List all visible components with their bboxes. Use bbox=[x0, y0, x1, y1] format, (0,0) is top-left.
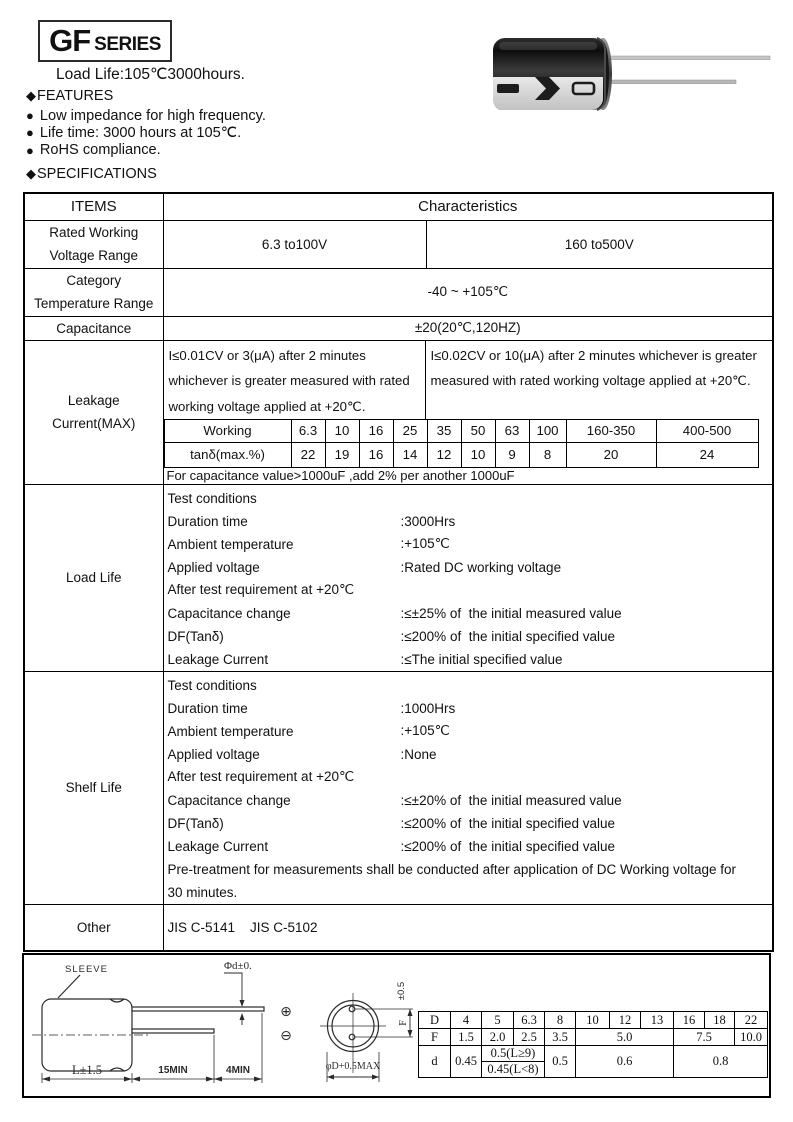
feature-item bbox=[26, 124, 266, 141]
test-line-label: DF(Tanδ) bbox=[167, 628, 224, 644]
dim-row-d: d 0.45 0.5(L≥9) 0.5 0.6 0.8 bbox=[419, 1046, 768, 1062]
other-standards-value: JIS C-5141 JIS C-5102 bbox=[163, 904, 773, 951]
series-name: GF bbox=[49, 23, 91, 58]
diamond-icon: ◆ bbox=[26, 88, 36, 103]
rated-voltage-low: 6.3 to100V bbox=[163, 220, 426, 268]
category-temp-value: -40 ~ +105℃ bbox=[163, 268, 773, 316]
lead-diameter-dimension bbox=[224, 973, 242, 1025]
features-title-label: FEATURES bbox=[37, 88, 114, 104]
load-life-subtitle: Load Life:105℃3000hours. bbox=[56, 66, 245, 83]
col-header-characteristics: Characteristics bbox=[163, 193, 773, 220]
row-label-load-life: Load Life bbox=[24, 484, 163, 671]
lead-length-dimension: 15MIN bbox=[158, 1065, 188, 1076]
pre-treatment-note: Pre-treatment for measurements shall be conducted after application of DC Working voltage for bbox=[167, 861, 737, 877]
capacitor-leads bbox=[609, 56, 770, 84]
test-line-label: Applied voltage bbox=[167, 559, 260, 575]
bullet-icon: ● bbox=[26, 108, 34, 124]
row-label-other: Other bbox=[24, 904, 163, 951]
specifications-table bbox=[23, 192, 774, 952]
bullet-icon: ● bbox=[26, 142, 34, 158]
row-label-rated-voltage: Rated Working Voltage Range bbox=[24, 220, 163, 268]
lead-spacing-tolerance: ±0.5 bbox=[396, 981, 407, 1001]
lead-tip-dimension: 4MIN bbox=[226, 1065, 250, 1076]
feature-text: Life time: 3000 hours at 105℃. bbox=[39, 125, 242, 142]
test-line-label: Duration time bbox=[167, 513, 248, 529]
features-list bbox=[26, 107, 266, 159]
shelf-life-cell bbox=[163, 671, 773, 904]
pre-treatment-note: 30 minutes. bbox=[167, 884, 238, 900]
dim-row-d-sub: 0.45(L<8) bbox=[419, 1062, 768, 1078]
test-line-label: Leakage Current bbox=[167, 838, 269, 854]
test-line-label: After test requirement at +20℃ bbox=[167, 582, 355, 597]
feature-item bbox=[26, 142, 266, 159]
capacitor-body bbox=[493, 38, 612, 110]
lead-spacing-label: F bbox=[398, 1020, 409, 1026]
rated-voltage-high: 160 to500V bbox=[426, 220, 773, 268]
specifications-section-title bbox=[26, 166, 157, 182]
shelf-life-lines: Test conditions Duration time :1000Hrs Ambient temperature :+105℃ Applied voltage :None After test requirement at +20℃ Capacitance change :≤±20% of the initial measured value DF(Tanδ) :≤200% of the initial specified value Leakage Current :≤200% of the initial specified value Pre-treatment for measurements shall be conducted after application of DC Working voltage for 30 minutes. bbox=[164, 672, 773, 904]
test-line-label: Ambient temperature bbox=[167, 723, 294, 739]
col-header-items: ITEMS bbox=[24, 193, 163, 220]
test-line-label: Duration time bbox=[167, 700, 248, 716]
feature-text: RoHS compliance. bbox=[39, 142, 161, 159]
row-label-leakage-current: Leakage Current(MAX) bbox=[24, 340, 163, 484]
row-label-shelf-life: Shelf Life bbox=[24, 671, 163, 904]
leakage-high-voltage-text: I≤0.02CV or 10(μA) after 2 minutes whichever is greater measured with rated working voltage applied at +20℃. bbox=[430, 347, 757, 388]
test-line-label: Applied voltage bbox=[167, 746, 260, 762]
dim-row-F: F 1.5 2.0 2.5 3.5 5.0 7.5 10.0 bbox=[419, 1029, 768, 1046]
leakage-current-cell bbox=[163, 340, 773, 484]
tan-delta-table bbox=[164, 419, 759, 468]
body-length-dimension: L±1.5 bbox=[71, 1063, 103, 1077]
row-label-capacitance: Capacitance bbox=[24, 316, 163, 340]
leakage-low-voltage-text: I≤0.01CV or 3(μA) after 2 minutes whichever is greater measured with rated working voltage applied at +20℃. bbox=[164, 341, 426, 419]
row-label-category-temp: Category Temperature Range bbox=[24, 268, 163, 316]
test-line-label: Leakage Current bbox=[167, 651, 269, 667]
test-line-label: Test conditions bbox=[167, 490, 257, 506]
capacitance-value: ±20(20℃,120HZ) bbox=[163, 316, 773, 340]
negative-lead-icon: ⊖ bbox=[280, 1028, 292, 1044]
tan-delta-values-row: tanδ(max.%) 22 19 16 14 12 10 9 8 20 24 bbox=[164, 442, 758, 467]
capacitor-photo bbox=[487, 22, 789, 114]
dim-row-D: D 4 5 6.3 8 10 12 13 16 18 22 bbox=[419, 1012, 768, 1029]
test-line-label: Capacitance change bbox=[167, 605, 291, 621]
features-section-title bbox=[26, 88, 113, 104]
series-title-box bbox=[38, 20, 172, 62]
test-line-label: DF(Tanδ) bbox=[167, 815, 224, 831]
test-line-label: Ambient temperature bbox=[167, 536, 294, 552]
leakage-text-columns bbox=[164, 341, 773, 419]
sleeve-label: SLEEVE bbox=[65, 964, 108, 975]
test-line-label: Test conditions bbox=[167, 677, 257, 693]
feature-item bbox=[26, 107, 266, 124]
bullet-icon: ● bbox=[26, 125, 34, 141]
positive-lead-icon: ⊕ bbox=[280, 1004, 292, 1020]
test-line-label: After test requirement at +20℃ bbox=[167, 769, 355, 784]
series-suffix: SERIES bbox=[94, 34, 161, 55]
capacitance-note: For capacitance value>1000uF ,add 2% per another 1000uF bbox=[166, 467, 515, 483]
load-life-lines: Test conditions Duration time :3000Hrs Ambient temperature :+105℃ Applied voltage :Rated DC working voltage After test requirement at +20℃ Capacitance change :≤±25% of the initial measured value DF(Tanδ) :≤200% of the initial specified value Leakage Current :≤The initial specified value bbox=[164, 485, 773, 671]
capacitor-side-view bbox=[32, 975, 264, 1071]
test-line-label: Capacitance change bbox=[167, 792, 291, 808]
specifications-title-label: SPECIFICATIONS bbox=[37, 166, 157, 182]
working-voltage-row: Working 6.3 10 16 25 35 50 63 100 160-350 400-500 bbox=[164, 419, 758, 442]
dimension-table bbox=[418, 1011, 768, 1078]
diamond-icon: ◆ bbox=[26, 166, 36, 181]
feature-text: Low impedance for high frequency. bbox=[39, 107, 266, 124]
lead-diameter-label: Φd±0. bbox=[224, 960, 252, 972]
load-life-cell bbox=[163, 484, 773, 671]
dimension-drawing-frame bbox=[22, 953, 771, 1098]
body-diameter-dimension: φD+0.5MAX bbox=[325, 1061, 381, 1072]
